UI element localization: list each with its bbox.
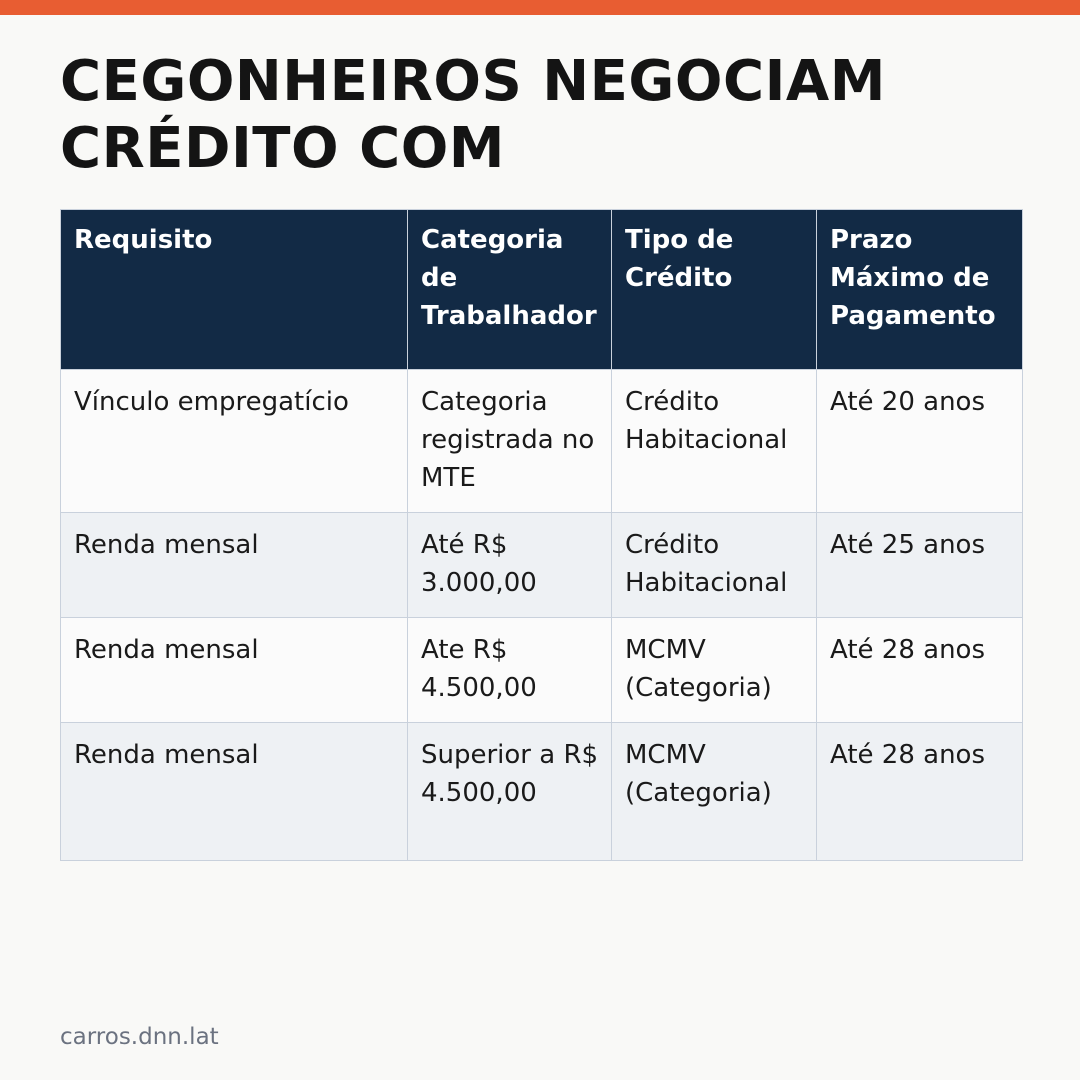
table-cell: Vínculo empregatício (61, 370, 408, 513)
column-header-categoria: Categoria de Trabalhador (408, 210, 612, 370)
table-cell: Até 20 anos (817, 370, 1023, 513)
footer-source: carros.dnn.lat (60, 1024, 219, 1050)
table-header-row (61, 210, 1023, 370)
table-cell: Renda mensal (61, 618, 408, 723)
table-cell: Até 25 anos (817, 513, 1023, 618)
table-row (61, 723, 1023, 861)
page-title: CEGONHEIROS NEGOCIAM CRÉDITO COM (60, 49, 886, 181)
table-cell: Ate R$ 4.500,00 (408, 618, 612, 723)
table-cell: MCMV (Categoria) (612, 723, 817, 861)
table-cell: Categoria registrada no MTE (408, 370, 612, 513)
top-accent-bar (0, 0, 1080, 15)
table-cell: Até 28 anos (817, 723, 1023, 861)
table-cell: Renda mensal (61, 513, 408, 618)
table-cell: Até 28 anos (817, 618, 1023, 723)
column-header-requisito: Requisito (61, 210, 408, 370)
data-table (60, 209, 1023, 861)
table-cell: Crédito Habitacional (612, 513, 817, 618)
table-cell: Crédito Habitacional (612, 370, 817, 513)
table-cell: MCMV (Categoria) (612, 618, 817, 723)
table-row (61, 513, 1023, 618)
table-cell: Superior a R$ 4.500,00 (408, 723, 612, 861)
table-row (61, 618, 1023, 723)
table-cell: Até R$ 3.000,00 (408, 513, 612, 618)
table-row (61, 370, 1023, 513)
table-cell: Renda mensal (61, 723, 408, 861)
column-header-prazo: Prazo Máximo de Pagamento (817, 210, 1023, 370)
column-header-tipo: Tipo de Crédito (612, 210, 817, 370)
